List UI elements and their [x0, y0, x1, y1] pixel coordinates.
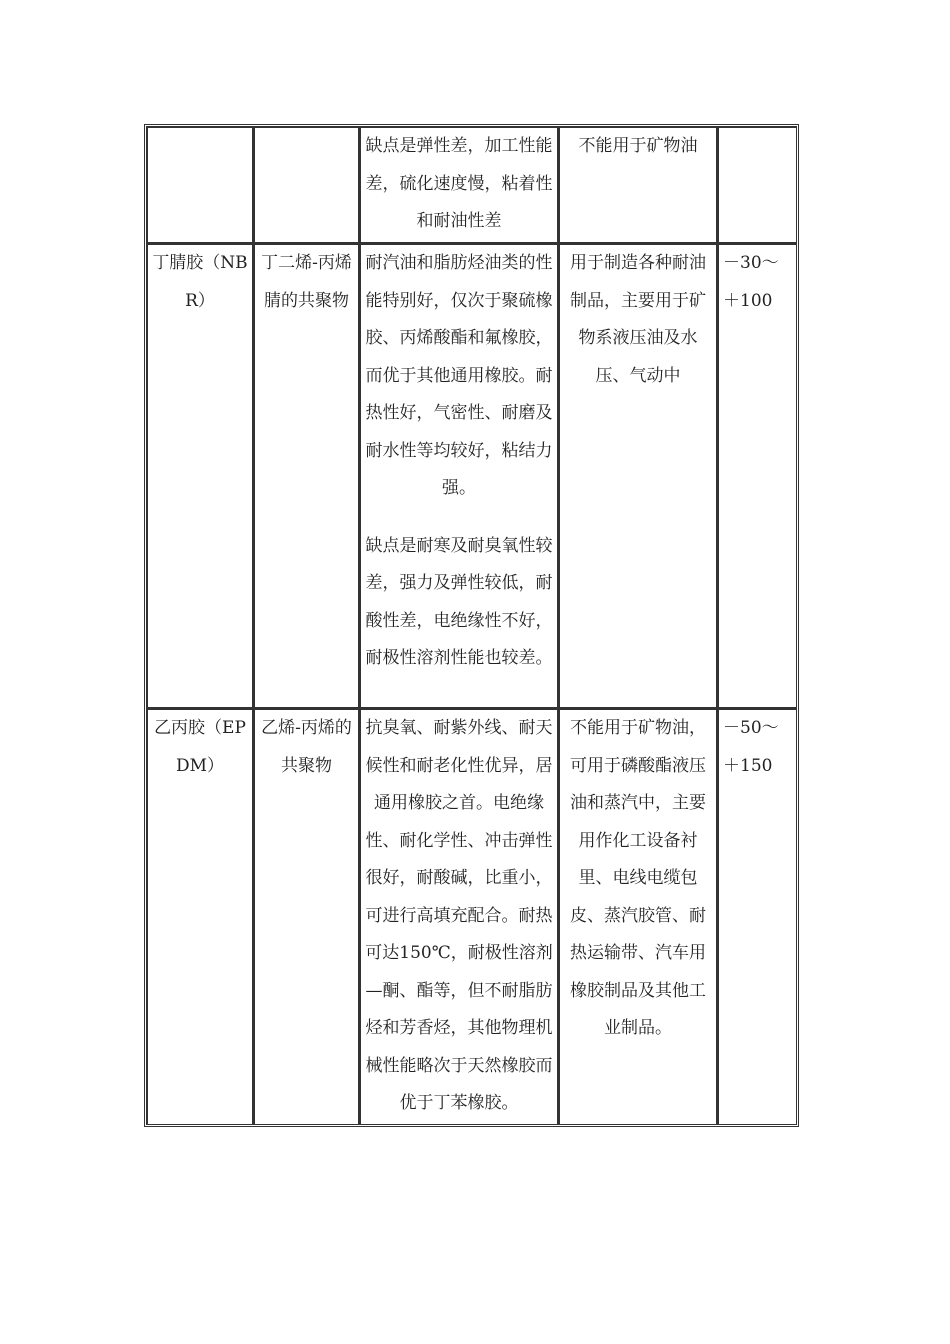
application-cell: 不能用于矿物油，可用于磷酸酯液压油和蒸汽中，主要用作化工设备衬里、电线电缆包皮、蒸汽胶管、耐热运输带、汽车用橡胶制品及其他工业制品。: [559, 709, 718, 1124]
properties-cell: [360, 244, 559, 709]
table-row: [147, 244, 796, 709]
rubber-name-cell: 丁腈胶（NBR）: [147, 244, 254, 709]
application-cell: 不能用于矿物油: [559, 127, 718, 244]
composition-cell: 丁二烯-丙烯腈的共聚物: [254, 244, 360, 709]
temperature-cell: －30～＋100: [718, 244, 796, 709]
properties-paragraph: 缺点是弹性差，加工性能差，硫化速度慢，粘着性和耐油性差: [365, 136, 553, 231]
drawbacks-paragraph: 缺点是耐寒及耐臭氧性较差，强力及弹性较低，耐酸性差，电绝缘性不好，耐极性溶剂性能也较差。: [365, 535, 553, 668]
table-row: [147, 709, 796, 1124]
rubber-properties-table: [144, 124, 799, 1127]
temperature-cell: －50～＋150: [718, 709, 796, 1124]
composition-cell: 乙烯-丙烯的共聚物: [254, 709, 360, 1124]
application-cell: 用于制造各种耐油制品，主要用于矿物系液压油及水压、气动中: [559, 244, 718, 709]
properties-paragraph: 抗臭氧、耐紫外线、耐天候性和耐老化性优异，居通用橡胶之首。电绝缘性、耐化学性、冲击弹性很好，耐酸碱，比重小，可进行高填充配合。耐热可达150℃，耐极性溶剂—酮、酯等，但不耐脂肪烃和芳香烃，其他物理机械性能略次于天然橡胶而优于丁苯橡胶。: [365, 718, 553, 1113]
rubber-name-cell: 乙丙胶（EPDM）: [147, 709, 254, 1124]
composition-cell: [254, 127, 360, 244]
properties-cell: [360, 709, 559, 1124]
temperature-cell: [718, 127, 796, 244]
table-row: [147, 127, 796, 244]
properties-cell: [360, 127, 559, 244]
properties-paragraph: 耐汽油和脂肪烃油类的性能特别好，仅次于聚硫橡胶、丙烯酸酯和氟橡胶，而优于其他通用橡胶。耐热性好，气密性、耐磨及耐水性等均较好，粘结力强。: [365, 253, 553, 498]
rubber-name-cell: [147, 127, 254, 244]
